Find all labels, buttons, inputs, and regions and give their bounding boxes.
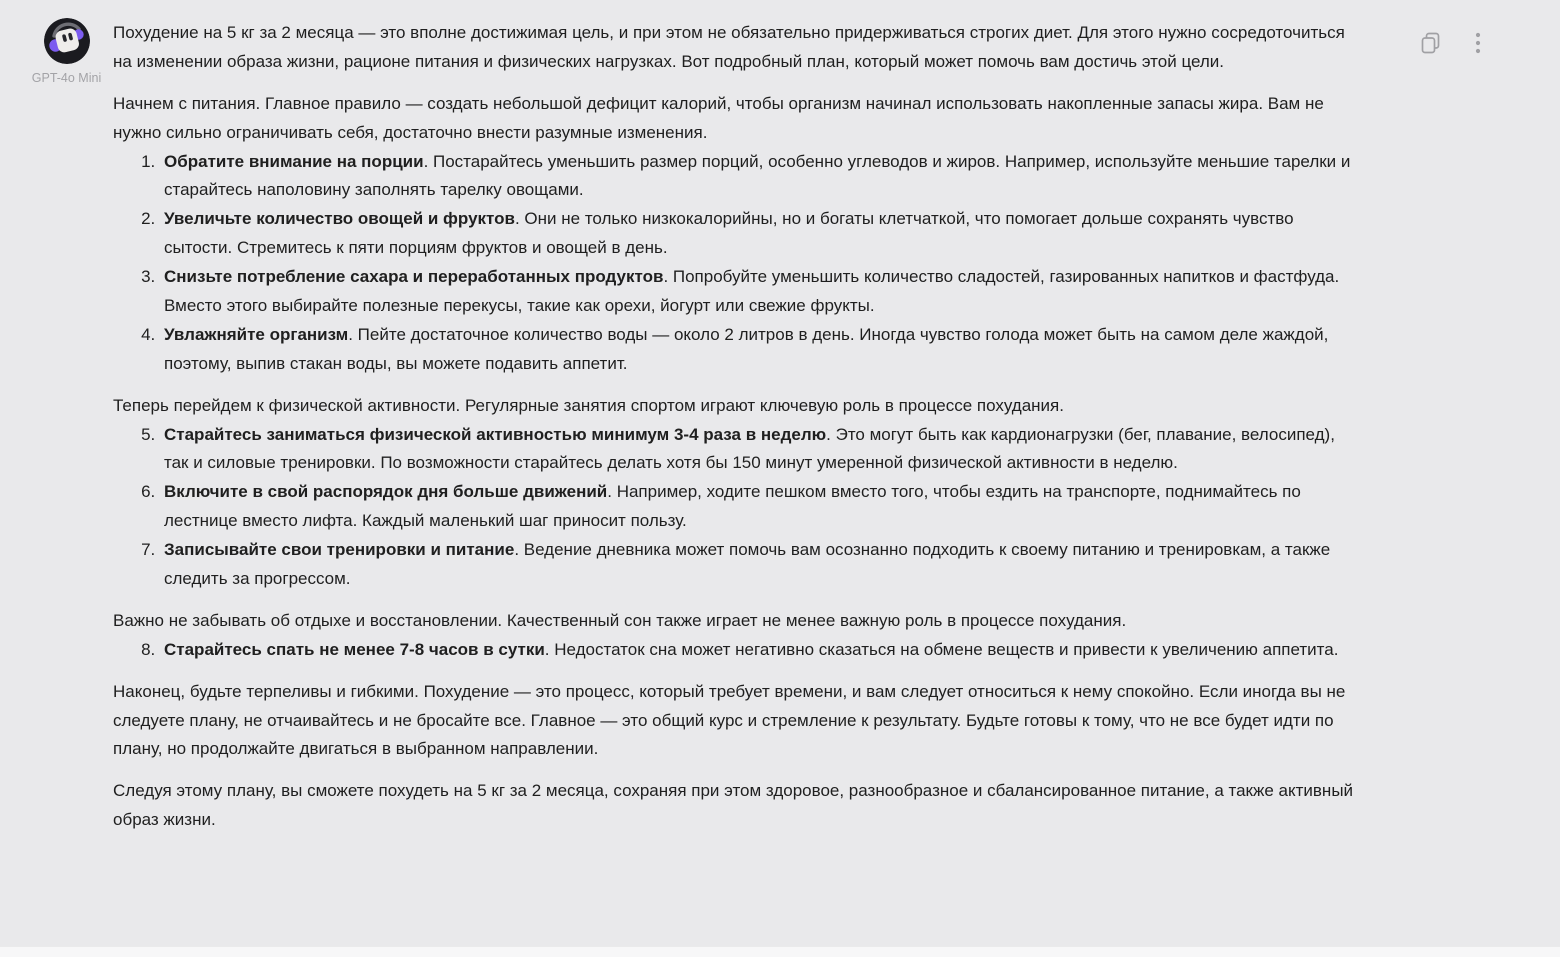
list-item-text: . Попробуйте уменьшить количество сладостей, газированных напитков и фастфуда. Вместо этого выбирайте полезные перекусы, такие как орехи, йогурт или свежие фрукты. — [164, 267, 1340, 316]
next-section-edge — [0, 946, 1560, 957]
list-item-lead: Включите в свой распорядок дня больше движений — [164, 482, 608, 502]
assistant-name-label: GPT-4o Mini — [31, 71, 102, 85]
list-item — [160, 148, 1363, 206]
robot-avatar-icon — [44, 18, 90, 64]
list-item-text: . Это могут быть как кардионагрузки (бег, плавание, велосипед), так и силовые тренировки. По возможности старайтесь делать хотя бы 150 минут умеренной физической активности в неделю. — [164, 424, 1335, 473]
list-item — [160, 205, 1363, 263]
list-item — [160, 421, 1363, 479]
sleep-tips-list — [113, 636, 1363, 665]
message-actions — [1418, 18, 1530, 56]
list-item-text: . Они не только низкокалорийны, но и богаты клетчаткой, что помогает дольше сохранять чувство сытости. Стремитесь к пяти порциям фруктов и овощей в день. — [164, 209, 1294, 258]
list-item-lead: Увлажняйте организм — [164, 324, 349, 344]
list-item-text: . Например, ходите пешком вместо того, чтобы ездить на транспорте, поднимайтесь по лестнице вместо лифта. Каждый маленький шаг приносит пользу. — [164, 482, 1301, 531]
list-item-text: . Пейте достаточное количество воды — около 2 литров в день. Иногда чувство голода может быть на самом деле жаждой, поэтому, выпив стакан воды, вы можете подавить аппетит. — [164, 324, 1329, 373]
paragraph-rest: Важно не забывать об отдыхе и восстановлении. Качественный сон также играет не менее важную роль в процессе похудания. — [113, 610, 1127, 630]
paragraph-activity: Теперь перейдем к физической активности. Регулярные занятия спортом играют ключевую роль в процессе похудания. — [113, 395, 1064, 415]
message-content — [113, 18, 1363, 848]
list-item-text: . Недостаток сна может негативно сказаться на обмене веществ и привести к увеличению аппетита. — [544, 639, 1339, 659]
list-item — [160, 321, 1363, 379]
paragraph-patience: Наконец, будьте терпеливы и гибкими. Похудение — это процесс, который требует времени, и вам следует относиться к нему спокойно. Если иногда вы не следуете плану, не отчаивайтесь и не бросайте все. Главное — это общий курс и стремление к результату. Будьте готовы к тому, что не все будет идти по плану, но продолжайте двигаться в выбранном направлении. — [113, 681, 1346, 759]
activity-tips-list — [113, 421, 1363, 594]
assistant-identity — [20, 18, 113, 85]
list-item — [160, 263, 1363, 321]
list-item-lead: Старайтесь спать не менее 7-8 часов в сутки — [164, 639, 545, 659]
paragraph-nutrition: Начнем с питания. Главное правило — создать небольшой дефицит калорий, чтобы организм начинал использовать накопленные запасы жира. Вам не нужно сильно ограничивать себя, достаточно внести разумные изменения. — [113, 93, 1324, 142]
assistant-avatar — [44, 18, 90, 64]
copy-button[interactable] — [1418, 30, 1442, 56]
list-item-text: . Ведение дневника может помочь вам осознанно подходить к своему питанию и тренировкам, а также следить за прогрессом. — [164, 540, 1331, 589]
list-item — [160, 536, 1363, 594]
list-item-lead: Снизьте потребление сахара и переработанных продуктов — [164, 267, 664, 287]
more-options-button[interactable] — [1466, 30, 1490, 56]
paragraph-intro: Похудение на 5 кг за 2 месяца — это вполне достижимая цель, и при этом не обязательно придерживаться строгих диет. Для этого нужно сосредоточиться на изменении образа жизни, рационе питания и физических нагрузках. Вот подробный план, который может помочь вам достичь этой цели. — [113, 23, 1345, 71]
list-item — [160, 636, 1363, 665]
kebab-menu-icon — [1475, 31, 1481, 55]
list-item-lead: Записывайте свои тренировки и питание — [164, 540, 515, 560]
list-item-lead: Увеличьте количество овощей и фруктов — [164, 209, 515, 229]
nutrition-tips-list — [113, 148, 1363, 379]
list-item-lead: Старайтесь заниматься физической активностью минимум 3-4 раза в неделю — [164, 424, 827, 444]
list-item — [160, 478, 1363, 536]
paragraph-summary: Следуя этому плану, вы сможете похудеть на 5 кг за 2 месяца, сохраняя при этом здоровое, разнообразное и сбалансированное питание, а также активный образ жизни. — [113, 781, 1354, 830]
copy-icon — [1419, 31, 1442, 55]
list-item-text: . Постарайтесь уменьшить размер порций, особенно углеводов и жиров. Например, используйте меньшие тарелки и старайтесь наполовину заполнять тарелку овощами. — [164, 151, 1351, 200]
list-item-lead: Обратите внимание на порции — [164, 151, 424, 171]
